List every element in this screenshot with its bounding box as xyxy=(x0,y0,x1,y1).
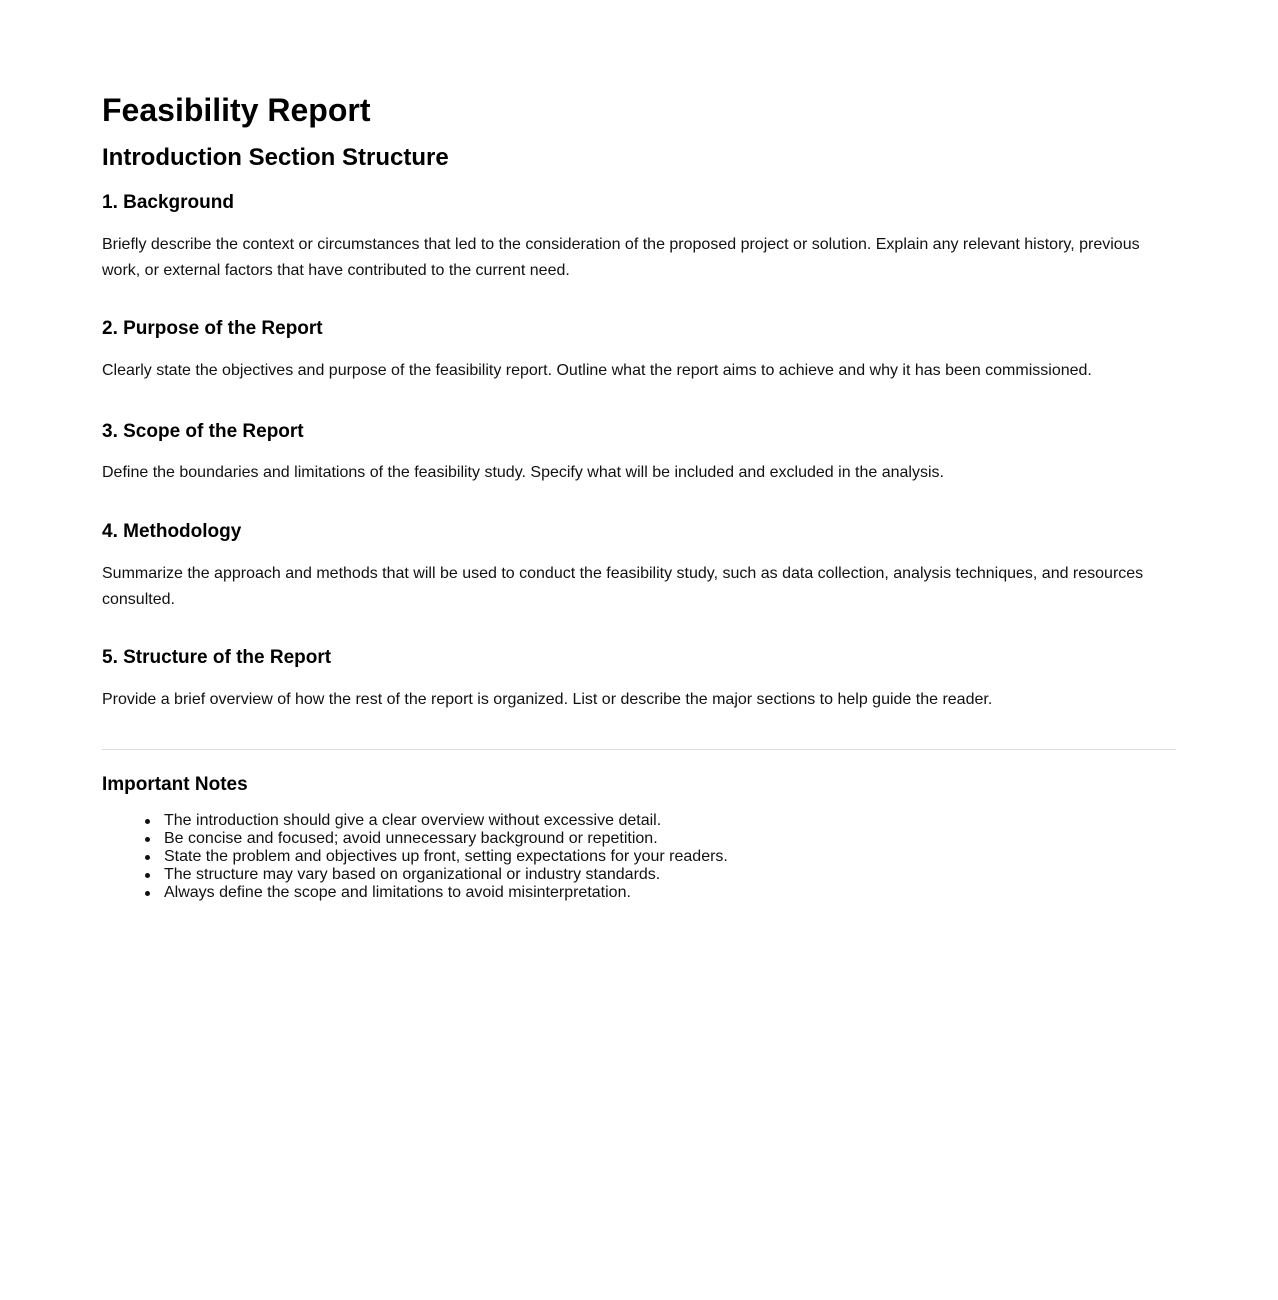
list-item xyxy=(164,812,1176,830)
bullet-icon xyxy=(145,855,150,860)
section-background xyxy=(102,190,1176,283)
list-item-text: Always define the scope and limitations to avoid misinterpretation. xyxy=(164,883,631,901)
bullet-icon xyxy=(145,873,150,878)
list-item xyxy=(164,866,1176,884)
section-methodology xyxy=(102,519,1176,612)
list-item-text: State the problem and objectives up front, setting expectations for your readers. xyxy=(164,847,728,865)
section-scope xyxy=(102,419,1176,486)
section-structure xyxy=(102,645,1176,713)
document-page xyxy=(102,0,1176,902)
list-item xyxy=(164,884,1176,902)
section-heading: 2. Purpose of the Report xyxy=(102,318,323,339)
section-purpose xyxy=(102,316,1176,384)
section-heading: 3. Scope of the Report xyxy=(102,420,304,442)
section-divider xyxy=(102,749,1176,750)
list-item xyxy=(164,848,1176,866)
bullet-icon xyxy=(145,891,150,896)
section-body: Clearly state the objectives and purpose of the feasibility report. Outline what the report aims to achieve and why it has been commissioned. xyxy=(102,362,1092,379)
list-item xyxy=(164,830,1176,848)
bullet-icon xyxy=(145,837,150,842)
section-body: Summarize the approach and methods that will be used to conduct the feasibility study, such as data collection, analysis techniques, and resources consulted. xyxy=(102,565,1144,608)
section-heading: 5. Structure of the Report xyxy=(102,647,332,668)
list-item-text: The structure may vary based on organizational or industry standards. xyxy=(164,865,661,883)
notes-heading: Important Notes xyxy=(102,773,248,795)
list-item-text: Be concise and focused; avoid unnecessary background or repetition. xyxy=(164,829,658,847)
notes-list xyxy=(102,812,1176,902)
page-subtitle: Introduction Section Structure xyxy=(102,144,449,171)
section-body: Define the boundaries and limitations of the feasibility study. Specify what will be included and excluded in the analysis. xyxy=(102,463,944,481)
list-item-text: The introduction should give a clear overview without excessive detail. xyxy=(164,811,662,829)
important-notes xyxy=(102,772,1176,902)
page-title: Feasibility Report xyxy=(102,92,371,128)
bullet-icon xyxy=(145,819,150,824)
section-heading: 1. Background xyxy=(102,192,234,213)
section-body: Briefly describe the context or circumstances that led to the consideration of the proposed project or solution. Explain any relevant history, previous work, or external factors that have contributed to the current need. xyxy=(102,236,1140,279)
section-body: Provide a brief overview of how the rest of the report is organized. List or describe the major sections to help guide the reader. xyxy=(102,691,993,708)
section-heading: 4. Methodology xyxy=(102,521,242,542)
